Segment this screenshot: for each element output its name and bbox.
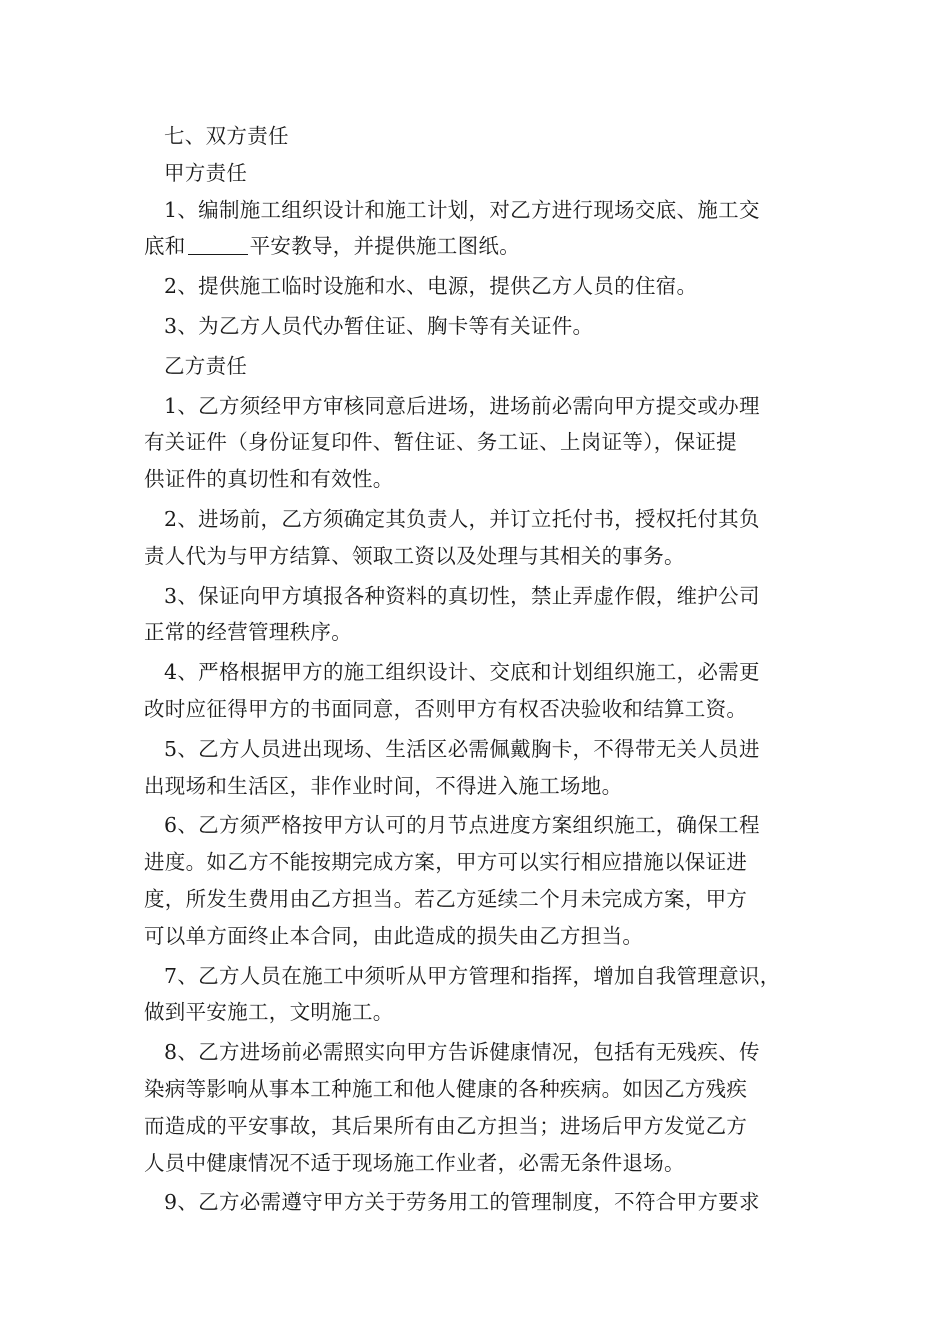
paragraph-line: 度，所发生费用由乙方担当。若乙方延续二个月未完成方案，甲方 <box>144 886 748 911</box>
paragraph-line: 6、乙方须严格按甲方认可的月节点进度方案组织施工，确保工程 <box>164 813 760 838</box>
party-a-item-2: 2、提供施工临时设施和水、电源，提供乙方人员的住宿。 <box>164 274 698 299</box>
party-b-item-8 <box>144 1034 820 1181</box>
party-b-item-3 <box>144 578 820 652</box>
party-a-item-3: 3、为乙方人员代办暂住证、胸卡等有关证件。 <box>164 313 594 338</box>
paragraph-line: 责人代为与甲方结算、领取工资以及处理与其相关的事务。 <box>144 543 685 568</box>
paragraph-line: 有关证件（身份证复印件、暂住证、务工证、上岗证等），保证提 <box>144 430 737 455</box>
party-b-item-7 <box>144 958 820 1032</box>
paragraph-line: 2、进场前，乙方须确定其负责人，并订立托付书，授权托付其负 <box>164 506 760 531</box>
paragraph-line: 进度。如乙方不能按期完成方案，甲方可以实行相应措施以保证进 <box>144 850 748 875</box>
paragraph-line: 7、乙方人员在施工中须听从甲方管理和指挥，增加自我管理意识， <box>164 963 781 988</box>
fill-in-blank <box>188 234 248 255</box>
paragraph-line: 正常的经营管理秩序。 <box>144 620 352 645</box>
text-segment: 平安教导，并提供施工图纸。 <box>249 234 521 259</box>
paragraph-line: 染病等影响从事本工种施工和他人健康的各种疾病。如因乙方残疾 <box>144 1076 748 1101</box>
party-b-heading: 乙方责任 <box>164 353 248 378</box>
party-a-heading: 甲方责任 <box>164 160 248 185</box>
party-b-item-9 <box>144 1184 820 1221</box>
paragraph-line: 可以单方面终止本合同，由此造成的损失由乙方担当。 <box>144 923 644 948</box>
document-body <box>144 118 820 1221</box>
paragraph-line-with-blank <box>144 228 820 265</box>
paragraph-line: 供证件的真切性和有效性。 <box>144 467 394 492</box>
paragraph-line: 做到平安施工，文明施工。 <box>144 1000 394 1025</box>
paragraph-line: 4、严格根据甲方的施工组织设计、交底和计划组织施工，必需更 <box>164 660 760 685</box>
paragraph-line: 出现场和生活区，非作业时间，不得进入施工场地。 <box>144 773 623 798</box>
paragraph-line: 3、保证向甲方填报各种资料的真切性，禁止弄虚作假，维护公司 <box>164 583 760 608</box>
section-heading: 七、双方责任 <box>164 124 289 148</box>
text-segment: 底和 <box>144 234 186 259</box>
party-b-item-6 <box>144 807 820 954</box>
paragraph-line: 8、乙方进场前必需照实向甲方告诉健康情况，包括有无残疾、传 <box>164 1040 760 1065</box>
paragraph-line: 9、乙方必需遵守甲方关于劳务用工的管理制度，不符合甲方要求 <box>164 1190 760 1215</box>
party-b-item-5 <box>144 731 820 805</box>
paragraph-line: 改时应征得甲方的书面同意，否则甲方有权否决验收和结算工资。 <box>144 696 748 721</box>
party-a-item-1 <box>144 192 820 266</box>
party-b-item-2 <box>144 501 820 575</box>
party-b-item-1 <box>144 388 820 498</box>
paragraph-line: 人员中健康情况不适于现场施工作业者，必需无条件退场。 <box>144 1150 685 1175</box>
paragraph-line: 1、编制施工组织设计和施工计划，对乙方进行现场交底、施工交 <box>164 197 760 222</box>
paragraph-line: 5、乙方人员进出现场、生活区必需佩戴胸卡，不得带无关人员进 <box>164 736 760 761</box>
party-b-item-4 <box>144 654 820 728</box>
paragraph-line: 而造成的平安事故，其后果所有由乙方担当；进场后甲方发觉乙方 <box>144 1113 748 1138</box>
paragraph-line: 1、乙方须经甲方审核同意后进场，进场前必需向甲方提交或办理 <box>164 393 760 418</box>
